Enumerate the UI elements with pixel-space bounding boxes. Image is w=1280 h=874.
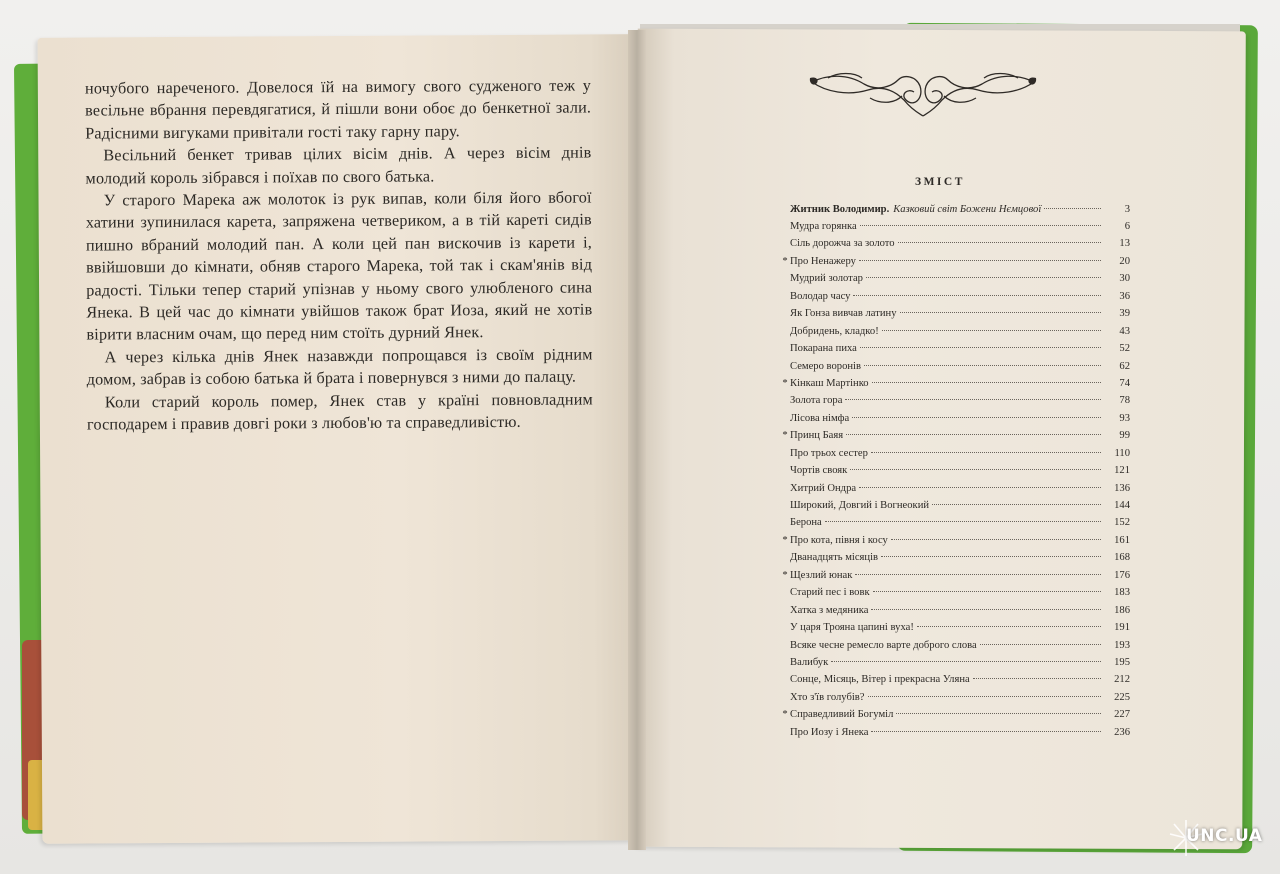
toc-page-number: 39: [1119, 308, 1130, 320]
toc-leader-dots: [1044, 208, 1101, 209]
toc-entry: [790, 622, 1130, 639]
toc-entry: [790, 273, 1130, 290]
toc-title: Як Гонза вивчав латину: [790, 308, 897, 320]
toc-title: Про трьох сестер: [790, 447, 868, 459]
toc-star-mark: *: [782, 377, 788, 389]
toc-page-number: 183: [1114, 587, 1130, 599]
toc-entry: [782, 709, 1130, 726]
toc-entry: [790, 692, 1130, 709]
toc-entry: [790, 640, 1130, 657]
toc-leader-dots: [900, 312, 1102, 313]
toc-leader-dots: [881, 556, 1101, 557]
toc-leader-dots: [852, 417, 1101, 418]
toc-entry: [790, 465, 1130, 482]
toc-leader-dots: [859, 260, 1101, 261]
toc-leader-dots: [825, 521, 1101, 522]
toc-entry: [790, 674, 1130, 691]
toc-entry: [790, 500, 1130, 517]
toc-entry: [782, 377, 1130, 395]
toc-page-number: 78: [1119, 395, 1130, 407]
toc-leader-dots: [891, 539, 1101, 540]
toc-page-number: 30: [1119, 273, 1130, 285]
toc-entry: [790, 221, 1130, 238]
toc-page-number: 236: [1114, 726, 1130, 738]
toc-page-number: 20: [1119, 255, 1130, 267]
paragraph: Весільний бенкет тривав цілих вісім днів. А через вісім днів молодий король зібрався і поїхав по свого батька.: [85, 143, 592, 188]
toc-page-number: 176: [1114, 569, 1130, 581]
toc-leader-dots: [846, 434, 1101, 435]
toc-title: Чортів свояк: [790, 465, 848, 477]
toc-leader-dots: [860, 225, 1101, 226]
toc-title: Широкий, Довгий і Вогнеокий: [790, 500, 930, 511]
toc-entry: [790, 657, 1130, 674]
toc-page-number: 6: [1124, 221, 1130, 232]
toc-entry: [790, 326, 1130, 343]
toc-page-number: 110: [1114, 447, 1130, 459]
toc-author: Житник Володимир.: [790, 204, 890, 215]
toc-leader-dots: [845, 399, 1101, 400]
toc-title: Справедливий Богуміл: [790, 709, 894, 721]
toc-leader-dots: [973, 678, 1101, 679]
left-page-text: [85, 74, 593, 436]
paragraph: А через кілька днів Янек назавжди попрощався із своїм рідним домом, забрав із собою батька й брата і повернувся з ними до палацу.: [86, 345, 593, 389]
toc-leader-dots: [882, 330, 1101, 331]
toc-entry: [790, 587, 1130, 604]
toc-entry: [790, 605, 1130, 622]
toc-page-number: 62: [1119, 360, 1130, 372]
toc-title: Всяке чесне ремесло варте доброго слова: [790, 639, 977, 651]
toc-title: Мудра горянка: [790, 221, 857, 232]
toc-page-number: 161: [1114, 534, 1130, 546]
toc-title: Принц Баяя: [790, 430, 844, 442]
toc-page-number: 212: [1114, 674, 1130, 686]
toc-entry: [790, 343, 1130, 360]
toc-leader-dots: [980, 644, 1101, 645]
toc-title: Про Ненажеру: [790, 255, 856, 267]
watermark: UNC.UA: [1186, 826, 1263, 846]
toc-leader-dots: [872, 382, 1101, 383]
toc-page-number: 227: [1114, 709, 1130, 721]
book-gutter: [628, 30, 646, 850]
toc-title: Володар часу: [790, 290, 851, 302]
toc-essay-title: Казковий світ Божени Нємцової: [893, 204, 1042, 215]
toc-title: Покарана пиха: [790, 343, 857, 355]
toc-page-number: 168: [1114, 552, 1130, 564]
toc-title: Сонце, Місяць, Вітер і прекрасна Уляна: [790, 674, 970, 686]
toc-page-number: 36: [1119, 290, 1130, 302]
toc-title: Лісова німфа: [790, 412, 850, 424]
toc-leader-dots: [871, 452, 1101, 453]
toc-star-mark: *: [782, 534, 788, 546]
toc-title: Сіль дорожча за золото: [790, 238, 895, 250]
toc-leader-dots: [868, 696, 1102, 697]
toc-page-number: 191: [1114, 622, 1130, 634]
toc-title: Дванадцять місяців: [790, 552, 879, 564]
toc-leader-dots: [831, 661, 1101, 662]
toc-page-number: 193: [1114, 639, 1130, 651]
toc-page-number: 13: [1119, 238, 1130, 250]
toc-page-number: 93: [1119, 412, 1130, 424]
toc-star-mark: *: [782, 430, 788, 442]
toc-page-number: 144: [1114, 500, 1130, 511]
toc-star-mark: *: [782, 569, 788, 581]
toc-leader-dots: [853, 295, 1101, 296]
toc-entry: [790, 395, 1130, 412]
toc-page-number: 74: [1119, 377, 1130, 389]
toc-page-number: 52: [1119, 343, 1130, 355]
toc-page-number: 136: [1114, 482, 1130, 494]
toc-entry: [782, 534, 1130, 552]
toc-title: Хитрий Ондра: [790, 482, 857, 494]
toc-leader-dots: [866, 277, 1101, 278]
toc-title: Хто з'їв голубів?: [790, 691, 865, 703]
toc-leader-dots: [859, 487, 1101, 488]
toc-leader-dots: [855, 574, 1101, 575]
paragraph: ночубого нареченого. Довелося їй на вимогу свого судженого теж у весільне вбрання перевдягатися, й пішли вони обоє до бенкетної зали. Радісними вигуками привітали гості таку гарну пару.: [84, 76, 592, 143]
toc-page-number: 195: [1114, 656, 1130, 668]
toc-leader-dots: [896, 713, 1101, 714]
toc-entry-intro: [790, 204, 1130, 221]
toc-entry: [790, 448, 1130, 465]
toc-leader-dots: [871, 609, 1101, 610]
toc-title: Семеро воронів: [790, 360, 861, 372]
toc-entry: [782, 430, 1130, 447]
toc-leader-dots: [873, 591, 1101, 592]
ornament-flourish-icon: [808, 70, 1038, 120]
toc-page-number: 121: [1114, 465, 1130, 477]
toc-page-number: 99: [1119, 430, 1130, 442]
toc-title: Щезлий юнак: [790, 569, 853, 581]
toc-leader-dots: [850, 469, 1101, 470]
toc-entry: [790, 413, 1130, 430]
toc-entry: [782, 255, 1130, 273]
toc-leader-dots: [932, 504, 1101, 505]
toc-leader-dots: [917, 626, 1101, 627]
toc-leader-dots: [864, 365, 1101, 366]
toc-title: Мудрий золотар: [790, 273, 863, 285]
toc-leader-dots: [898, 242, 1101, 243]
toc-title: Валибук: [790, 656, 829, 668]
toc-entry: [782, 569, 1130, 587]
toc-title: Хатка з медяника: [790, 604, 869, 616]
toc-entry: [790, 727, 1130, 744]
toc-title: У царя Трояна цапині вуха!: [790, 622, 914, 634]
toc-page-number: 152: [1114, 517, 1130, 529]
toc-title: Про кота, півня і косу: [790, 534, 888, 546]
toc-entry: [790, 483, 1130, 500]
paragraph: Коли старий король помер, Янек став у країні повновладним господарем і правив довгі роки з любов'ю та справедливістю.: [86, 390, 593, 434]
toc-entry: [790, 238, 1130, 255]
toc-entry: [790, 361, 1130, 378]
toc-page-number: 43: [1119, 325, 1130, 337]
toc-title: Берона: [790, 517, 822, 529]
toc-page-number: 186: [1114, 604, 1130, 616]
toc-entry: [790, 552, 1130, 569]
paragraph: У старого Марека аж молоток із рук випав, коли біля його вбогої хатини зупинилася карета, запряжена четвериком, а в тій кареті сидів пишно вбраний молодий пан. А коли цей пан вискочив із карети і, ввійшовши до кімнати, обняв старого Марека, той так і скам'янів від радості. Тільки тепер старий упізнав у ньому свого улюбленого сина Янека. В цей час до кімнати увійшов також брат Иоза, який не хотів вірити власним очам, що перед ним стоїть дурний Янек.: [85, 188, 593, 345]
toc-entry: [790, 308, 1130, 325]
toc-title: Про Иозу і Янека: [790, 726, 869, 738]
table-of-contents: [782, 204, 1130, 744]
toc-title: Добридень, кладко!: [790, 325, 879, 337]
toc-page-number: 225: [1114, 691, 1130, 703]
toc-entry: [790, 517, 1130, 534]
toc-leader-dots: [860, 347, 1101, 348]
toc-title: Старий пес і вовк: [790, 587, 870, 599]
toc-star-mark: *: [782, 709, 788, 721]
toc-entry: [790, 291, 1130, 308]
toc-heading: ЗМІСТ: [915, 176, 965, 188]
toc-page-number: 3: [1124, 204, 1130, 215]
toc-star-mark: *: [782, 255, 788, 267]
toc-title: Кінкаш Мартінко: [790, 377, 869, 389]
toc-leader-dots: [871, 731, 1101, 732]
toc-title: Золота гора: [790, 395, 843, 407]
